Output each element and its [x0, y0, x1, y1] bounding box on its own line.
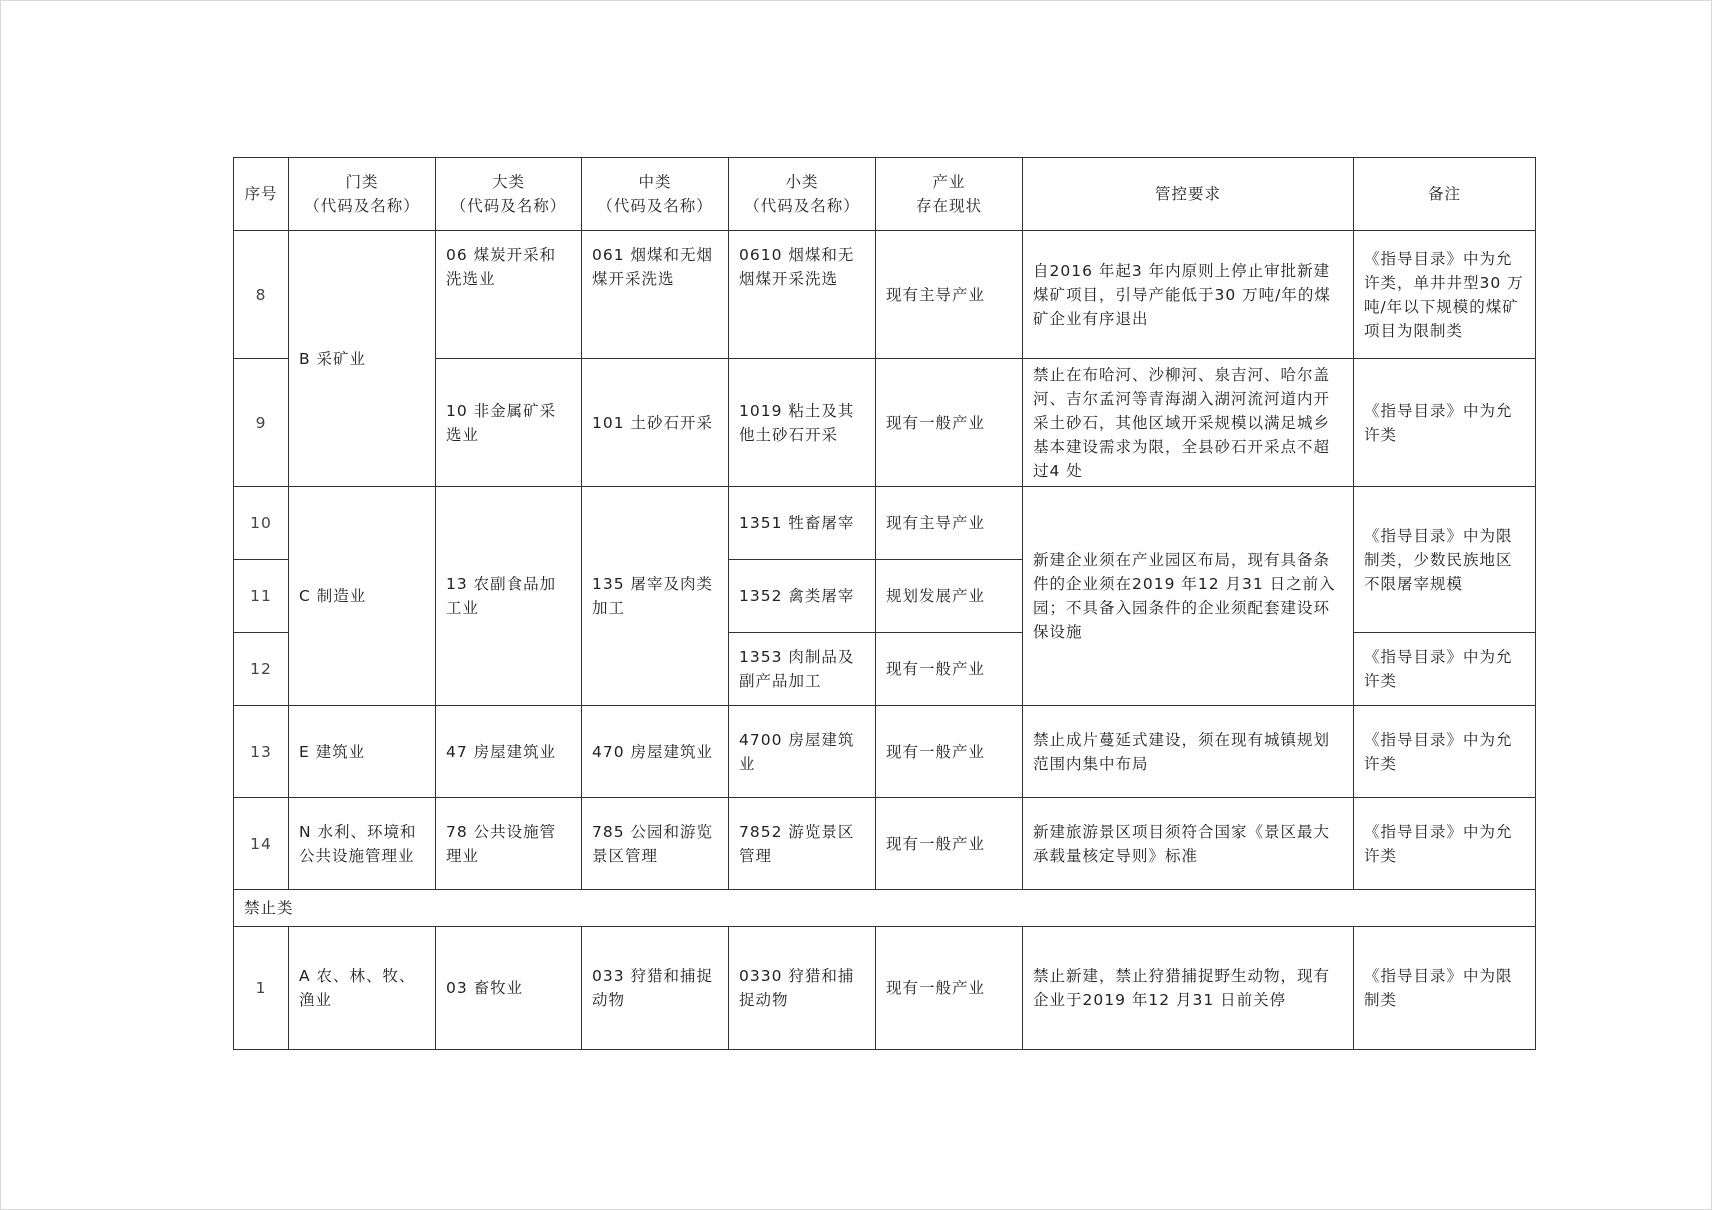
row-seq: 13 — [234, 706, 289, 798]
row-seq: 9 — [234, 359, 289, 487]
row-control: 自2016 年起3 年内原则上停止审批新建煤矿项目，引导产能低于30 万吨/年的煤矿企业有序退出 — [1023, 231, 1354, 359]
row-minor: 0610 烟煤和无烟煤开采洗选 — [729, 231, 876, 359]
row-status: 现有一般产业 — [876, 798, 1023, 890]
row-middle: 061 烟煤和无烟煤开采洗选 — [582, 231, 729, 359]
row-note: 《指导目录》中为限制类，少数民族地区不限屠宰规模 — [1354, 487, 1536, 633]
table-row — [234, 927, 1536, 1050]
row-seq: 8 — [234, 231, 289, 359]
row-note: 《指导目录》中为允许类 — [1354, 633, 1536, 706]
table-header-row — [234, 158, 1536, 231]
row-middle: 785 公园和游览景区管理 — [582, 798, 729, 890]
row-minor: 1353 肉制品及副产品加工 — [729, 633, 876, 706]
row-major: 10 非金属矿采选业 — [436, 359, 582, 487]
row-status: 规划发展产业 — [876, 560, 1023, 633]
row-minor: 1351 牲畜屠宰 — [729, 487, 876, 560]
row-status: 现有主导产业 — [876, 487, 1023, 560]
row-door: C 制造业 — [289, 487, 436, 706]
table-row — [234, 231, 1536, 359]
row-control: 禁止在布哈河、沙柳河、泉吉河、哈尔盖河、吉尔孟河等青海湖入湖河流河道内开采土砂石，其他区域开采规模以满足城乡基本建设需求为限，全县砂石开采点不超过4 处 — [1023, 359, 1354, 487]
table-row — [234, 706, 1536, 798]
row-minor: 7852 游览景区管理 — [729, 798, 876, 890]
row-door: N 水利、环境和公共设施管理业 — [289, 798, 436, 890]
row-middle: 470 房屋建筑业 — [582, 706, 729, 798]
section-row — [234, 890, 1536, 927]
row-control: 新建旅游景区项目须符合国家《景区最大承载量核定导则》标准 — [1023, 798, 1354, 890]
row-seq: 10 — [234, 487, 289, 560]
row-status: 现有主导产业 — [876, 231, 1023, 359]
row-status: 现有一般产业 — [876, 633, 1023, 706]
row-seq: 11 — [234, 560, 289, 633]
row-major: 13 农副食品加工业 — [436, 487, 582, 706]
row-note: 《指导目录》中为限制类 — [1354, 927, 1536, 1050]
row-note: 《指导目录》中为允许类 — [1354, 798, 1536, 890]
row-note: 《指导目录》中为允许类，单井井型30 万吨/年以下规模的煤矿项目为限制类 — [1354, 231, 1536, 359]
table-row — [234, 798, 1536, 890]
row-major: 03 畜牧业 — [436, 927, 582, 1050]
row-minor: 1352 禽类屠宰 — [729, 560, 876, 633]
row-minor: 0330 狩猎和捕捉动物 — [729, 927, 876, 1050]
header-middle: 中类 （代码及名称） — [582, 158, 729, 231]
header-major: 大类 （代码及名称） — [436, 158, 582, 231]
row-middle: 135 屠宰及肉类加工 — [582, 487, 729, 706]
header-seq: 序号 — [234, 158, 289, 231]
row-door: A 农、林、牧、渔业 — [289, 927, 436, 1050]
row-control: 禁止成片蔓延式建设，须在现有城镇规划范围内集中布局 — [1023, 706, 1354, 798]
row-status: 现有一般产业 — [876, 359, 1023, 487]
table-row — [234, 487, 1536, 560]
industry-control-table — [233, 157, 1536, 1050]
header-control: 管控要求 — [1023, 158, 1354, 231]
row-seq: 1 — [234, 927, 289, 1050]
section-label: 禁止类 — [234, 890, 1536, 927]
row-major: 47 房屋建筑业 — [436, 706, 582, 798]
row-major: 78 公共设施管理业 — [436, 798, 582, 890]
row-status: 现有一般产业 — [876, 706, 1023, 798]
row-control: 禁止新建，禁止狩猎捕捉野生动物，现有企业于2019 年12 月31 日前关停 — [1023, 927, 1354, 1050]
row-minor: 1019 粘土及其他土砂石开采 — [729, 359, 876, 487]
row-note: 《指导目录》中为允许类 — [1354, 706, 1536, 798]
row-minor: 4700 房屋建筑业 — [729, 706, 876, 798]
row-status: 现有一般产业 — [876, 927, 1023, 1050]
row-control: 新建企业须在产业园区布局，现有具备条件的企业须在2019 年12 月31 日之前入园；不具备入园条件的企业须配套建设环保设施 — [1023, 487, 1354, 706]
header-status: 产业 存在现状 — [876, 158, 1023, 231]
row-door: B 采矿业 — [289, 231, 436, 487]
header-door: 门类 （代码及名称） — [289, 158, 436, 231]
row-note: 《指导目录》中为允许类 — [1354, 359, 1536, 487]
row-door: E 建筑业 — [289, 706, 436, 798]
row-middle: 033 狩猎和捕捉动物 — [582, 927, 729, 1050]
row-seq: 14 — [234, 798, 289, 890]
row-major: 06 煤炭开采和洗选业 — [436, 231, 582, 359]
row-middle: 101 土砂石开采 — [582, 359, 729, 487]
header-note: 备注 — [1354, 158, 1536, 231]
header-minor: 小类 （代码及名称） — [729, 158, 876, 231]
row-seq: 12 — [234, 633, 289, 706]
